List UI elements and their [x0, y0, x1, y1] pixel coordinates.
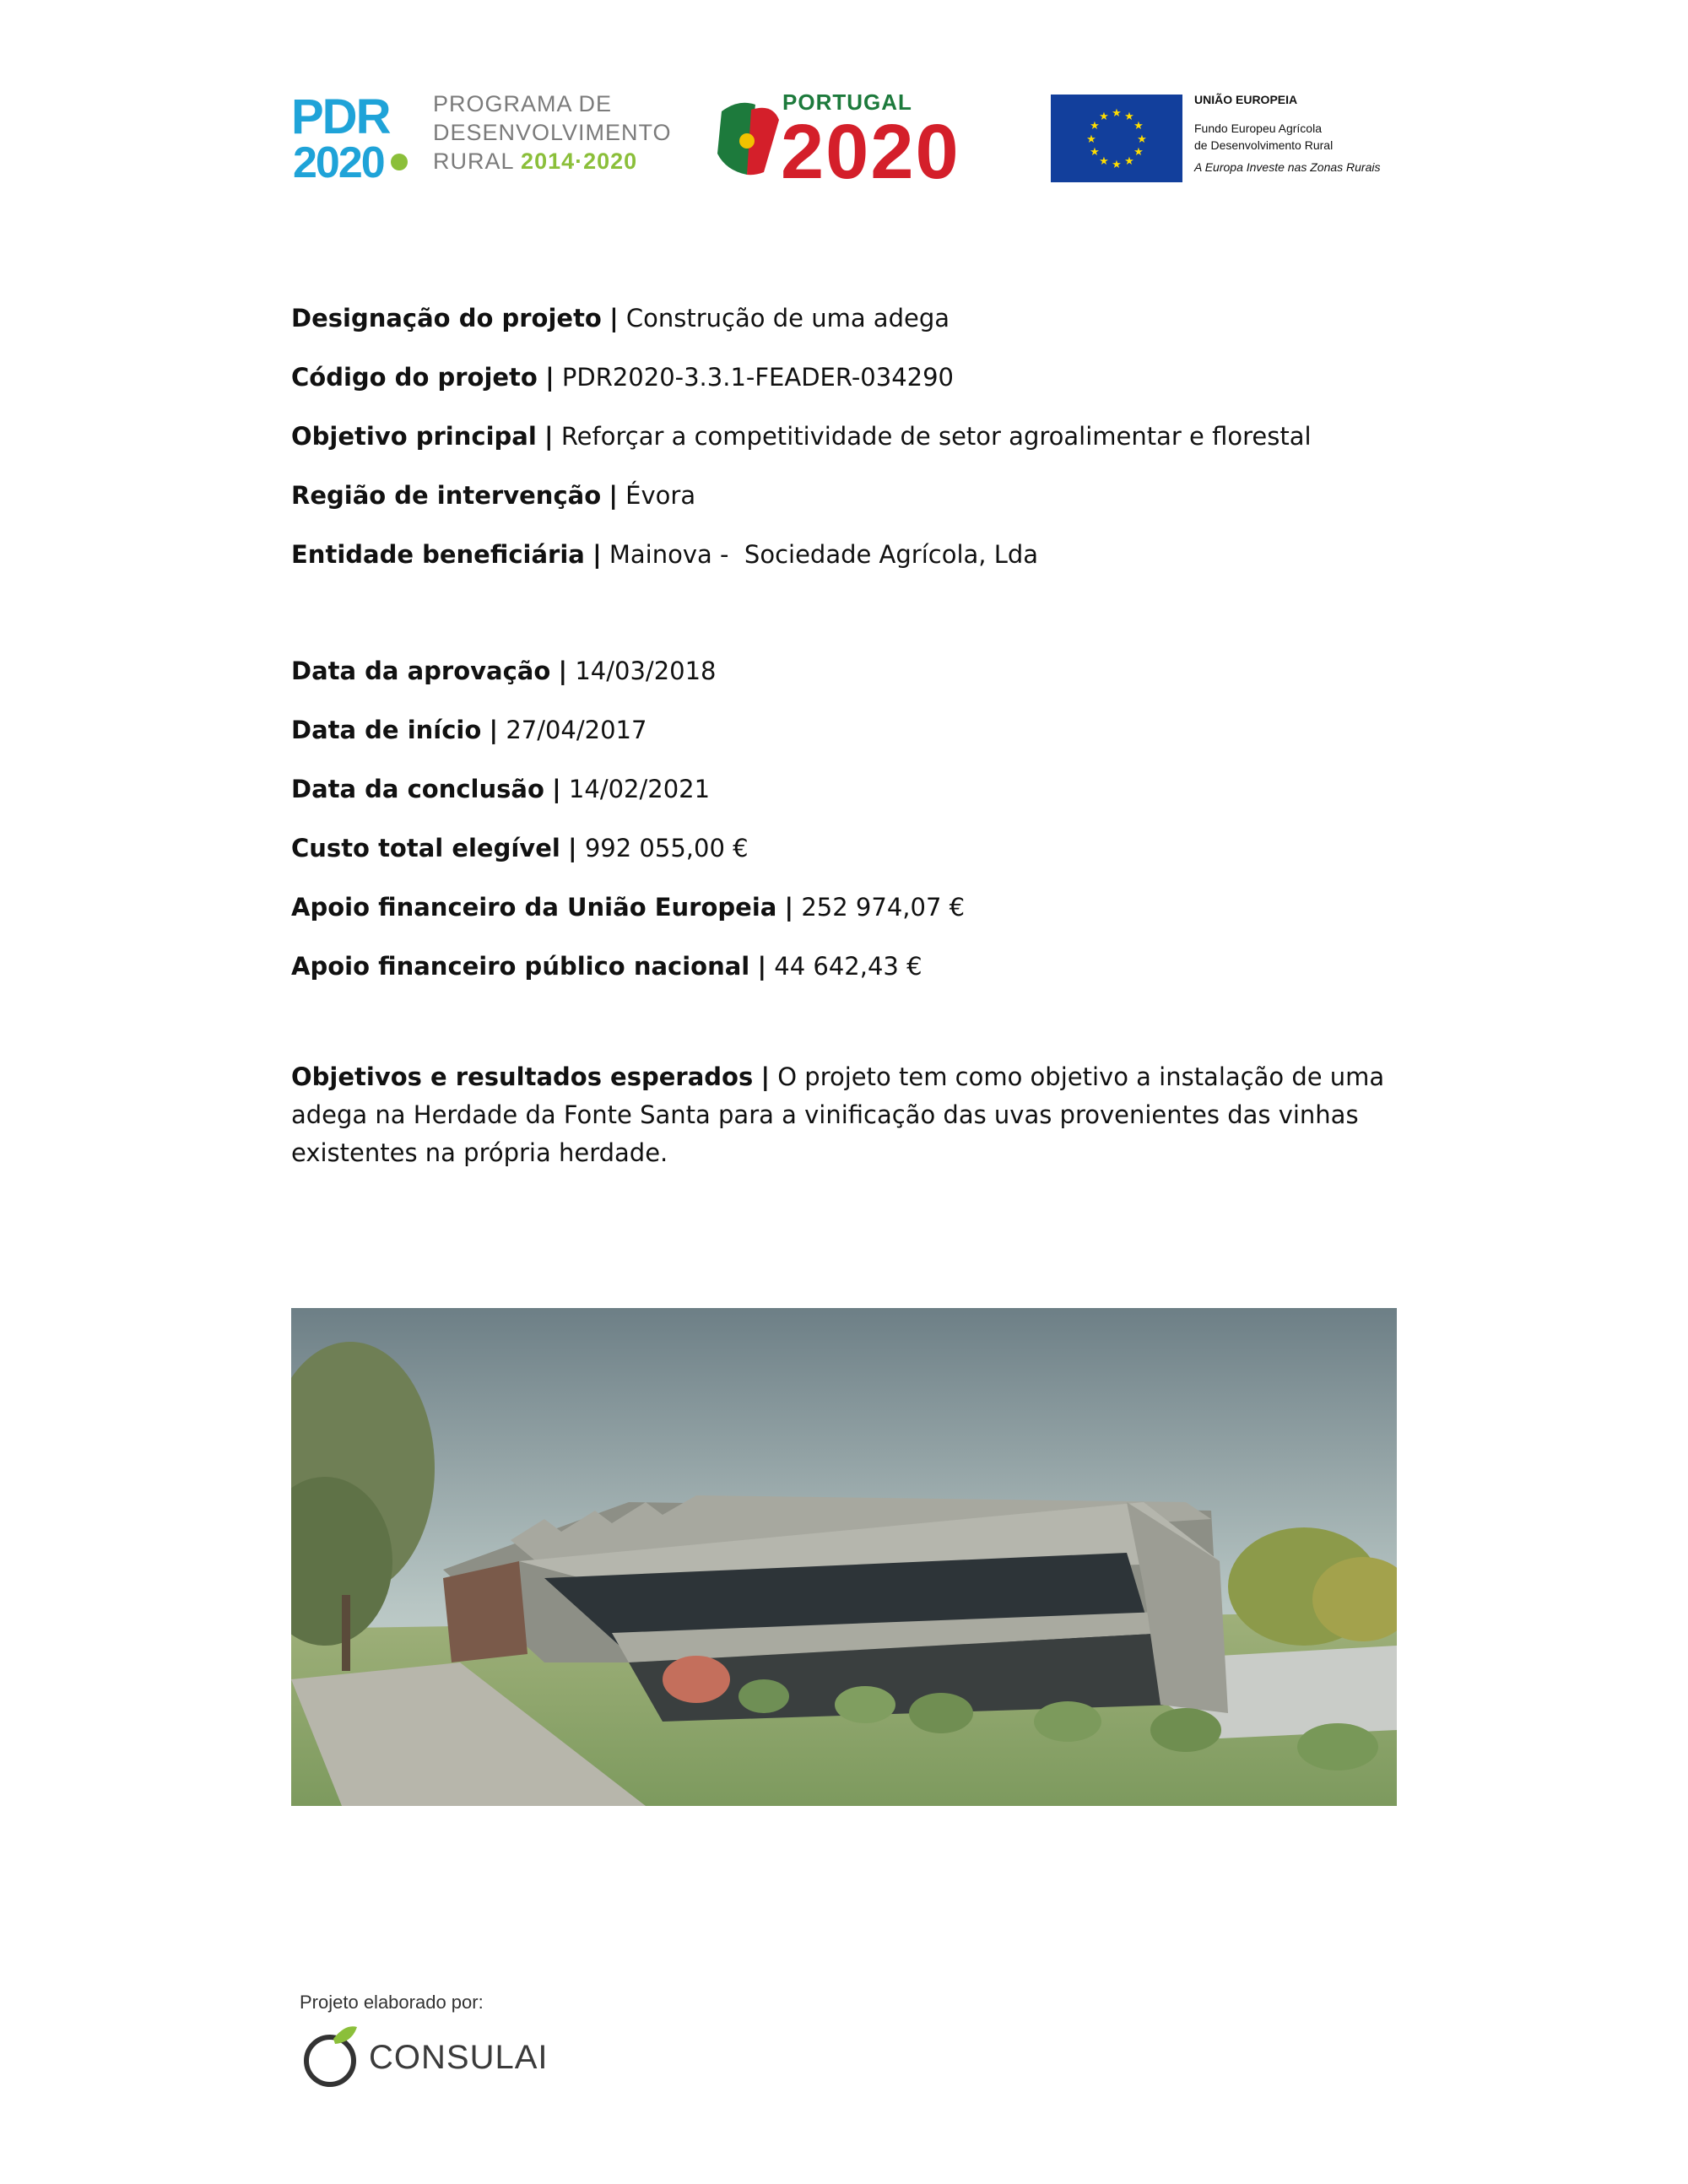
portugal-year: 2020: [781, 109, 960, 195]
field-value: Mainova - Sociedade Agrícola, Lda: [609, 540, 1039, 569]
eu-tagline: A Europa Investe nas Zonas Rurais: [1194, 160, 1381, 174]
portugal-flag-icon: [713, 95, 781, 179]
footer-credit: [300, 1992, 553, 2093]
svg-text:★: ★: [1090, 146, 1100, 159]
objectives-paragraph: [291, 1058, 1405, 1172]
svg-text:★: ★: [1112, 159, 1122, 171]
field-separator: |: [489, 716, 499, 744]
eu-title: UNIÃO EUROPEIA: [1194, 93, 1298, 106]
eu-line1: Fundo Europeu Agrícola: [1194, 122, 1322, 135]
header-logos: [291, 84, 1405, 194]
field-separator: |: [592, 540, 602, 569]
field-national-support: [291, 952, 922, 981]
winery-render-illustration: [291, 1308, 1397, 1806]
pdr2020-logo: [291, 84, 688, 186]
field-start-date: [291, 716, 647, 744]
objectives-separator: |: [760, 1062, 771, 1091]
svg-text:★: ★: [1099, 155, 1109, 168]
field-code: [291, 363, 954, 392]
field-separator: |: [552, 775, 561, 803]
field-value: 992 055,00 €: [584, 834, 749, 862]
svg-text:★: ★: [1090, 120, 1100, 132]
field-label: Região de intervenção: [291, 481, 602, 510]
field-label: Apoio financeiro da União Europeia: [291, 893, 777, 922]
field-conclusion-date: [291, 775, 710, 803]
field-separator: |: [757, 952, 767, 981]
pdr-years: 2014·2020: [521, 149, 638, 174]
eu-flag-icon: [1051, 95, 1182, 182]
svg-text:★: ★: [1112, 107, 1122, 120]
field-main-objective: [291, 422, 1312, 451]
svg-text:PDR: PDR: [291, 89, 390, 144]
field-label: Data de início: [291, 716, 482, 744]
field-label: Objetivo principal: [291, 422, 537, 451]
field-label: Entidade beneficiária: [291, 540, 585, 569]
field-value: 14/03/2018: [575, 657, 717, 685]
pdr-line3: [433, 147, 672, 176]
field-value: 252 974,07 €: [801, 893, 966, 922]
field-region: [291, 481, 695, 510]
field-separator: |: [609, 481, 618, 510]
field-label: Custo total elegível: [291, 834, 560, 862]
svg-text:★: ★: [1099, 111, 1109, 123]
pdr2020-logo-mark: [291, 89, 416, 181]
footer-caption: Projeto elaborado por:: [300, 1992, 484, 2013]
field-total-cost: [291, 834, 749, 862]
field-value: 27/04/2017: [506, 716, 647, 744]
svg-text:2020: 2020: [293, 138, 384, 181]
field-label: Designação do projeto: [291, 304, 602, 332]
field-separator: |: [544, 422, 554, 451]
field-approval-date: [291, 657, 717, 685]
objectives-text: O projeto tem como objetivo a instalação de uma adega na Herdade da Fonte Santa para a vinificação das uvas provenientes das vinhas existentes na própria herdade.: [291, 1062, 1385, 1167]
field-value: PDR2020-3.3.1-FEADER-034290: [561, 363, 955, 392]
field-value: Reforçar a competitividade de setor agroalimentar e florestal: [560, 422, 1312, 451]
pdr-line2: DESENVOLVIMENTO: [433, 120, 672, 145]
svg-text:★: ★: [1124, 111, 1134, 123]
field-value: Construção de uma adega: [625, 304, 950, 332]
pdr-line3-prefix: RURAL: [433, 149, 514, 174]
pdr2020-logo-text: [433, 89, 672, 176]
eu-feader-logo: [1051, 84, 1405, 186]
svg-text:★: ★: [1133, 120, 1144, 132]
field-eu-support: [291, 893, 965, 922]
svg-text:★: ★: [1137, 133, 1147, 146]
field-label: Apoio financeiro público nacional: [291, 952, 750, 981]
portugal2020-logo: [713, 84, 1000, 195]
winery-render-image: [291, 1308, 1397, 1806]
field-designation: [291, 304, 950, 332]
field-value: 44 642,43 €: [774, 952, 922, 981]
svg-text:★: ★: [1124, 155, 1134, 168]
field-label: Data da conclusão: [291, 775, 544, 803]
field-label: Código do projeto: [291, 363, 538, 392]
field-separator: |: [609, 304, 619, 332]
field-separator: |: [545, 363, 555, 392]
pdr-line1: PROGRAMA DE: [433, 91, 613, 116]
consulai-logo-icon: [301, 2022, 362, 2089]
field-label: Data da aprovação: [291, 657, 551, 685]
field-separator: |: [558, 657, 568, 685]
objectives-label: Objetivos e resultados esperados: [291, 1062, 754, 1091]
portugal-word: PORTUGAL: [782, 89, 912, 115]
eu-line2: de Desenvolvimento Rural: [1194, 138, 1334, 152]
consulai-logo-text: CONSULAI: [369, 2039, 549, 2076]
field-beneficiary: [291, 540, 1038, 569]
field-separator: |: [568, 834, 577, 862]
field-separator: |: [784, 893, 794, 922]
svg-text:★: ★: [1086, 133, 1096, 146]
field-value: Évora: [625, 481, 696, 510]
svg-text:★: ★: [1133, 146, 1144, 159]
field-value: 14/02/2021: [568, 775, 711, 803]
